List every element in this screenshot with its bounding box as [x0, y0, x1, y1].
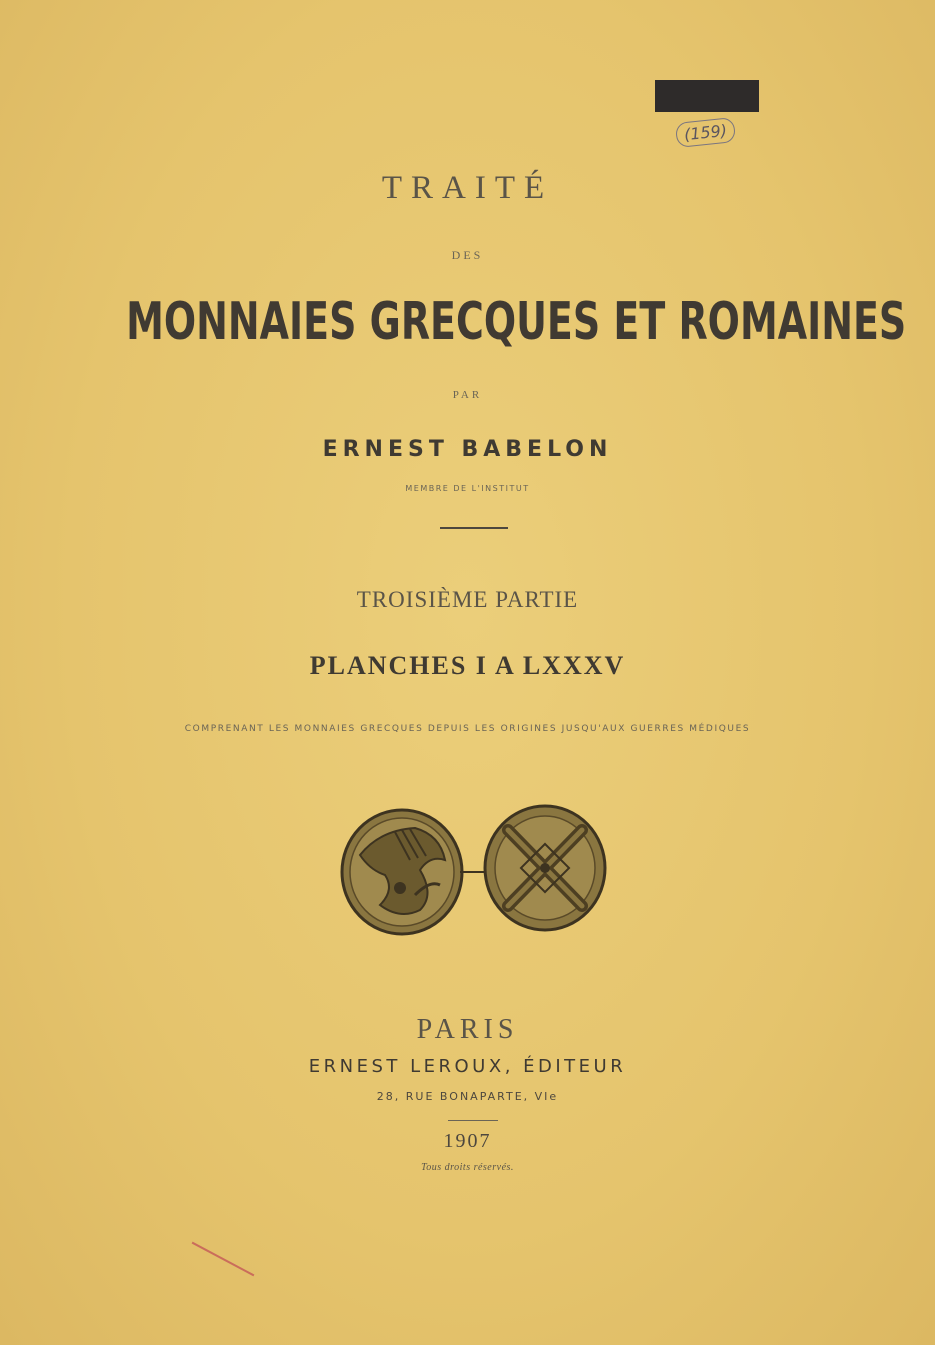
library-label: [655, 80, 759, 112]
author-par: PAR: [452, 389, 483, 401]
coin-obverse: [342, 810, 462, 934]
imprint-rule: [448, 1120, 498, 1121]
divider-rule: [440, 527, 508, 529]
title-traite: TRAITÉ: [381, 170, 554, 206]
title-des: DES: [451, 248, 484, 262]
author-name: ERNEST BABELON: [322, 437, 613, 462]
imprint-city: PARIS: [416, 1014, 519, 1045]
imprint-address: 28, RUE BONAPARTE, VIe: [376, 1090, 559, 1103]
author-membership: MEMBRE DE L'INSTITUT: [405, 484, 530, 493]
volume-plates: PLANCHES I A LXXXV: [309, 651, 626, 680]
imprint-year: 1907: [443, 1130, 492, 1152]
coin-illustration: [340, 800, 610, 940]
volume-description: COMPRENANT LES MONNAIES GRECQUES DEPUIS LES ORIGINES JUSQU'AUX GUERRES MÉDIQUES: [184, 724, 751, 734]
imprint-rights: Tous droits réservés.: [421, 1162, 514, 1173]
coin-reverse: [485, 806, 605, 930]
imprint-publisher: ERNEST LEROUX, ÉDITEUR: [308, 1056, 627, 1077]
volume-part: TROISIÈME PARTIE: [356, 587, 579, 612]
pen-mark: [192, 1242, 255, 1277]
shelf-mark: (159): [675, 117, 736, 148]
main-title: MONNAIES GRECQUES ET ROMAINES: [126, 292, 907, 352]
